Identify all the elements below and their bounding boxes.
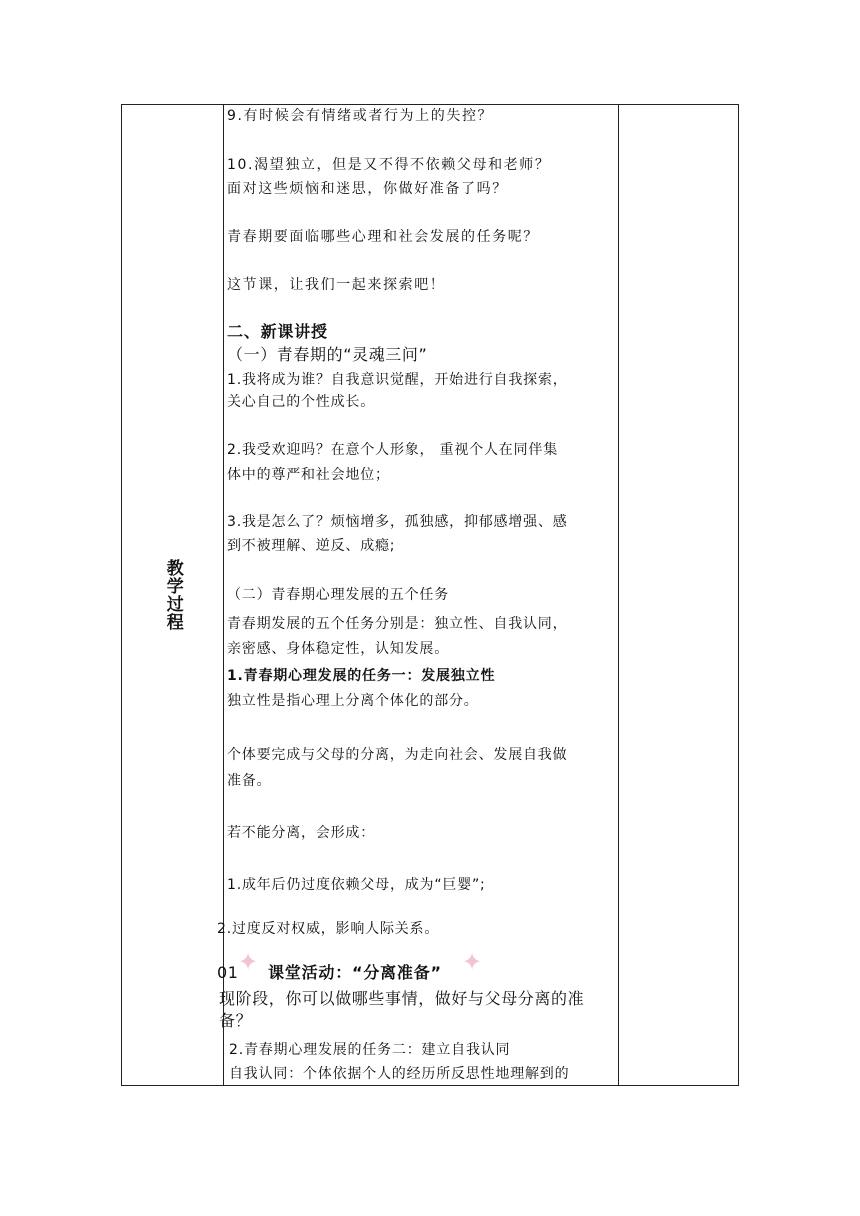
section-heading: 二、新课讲授: [227, 322, 328, 341]
activity-question: 备？: [219, 1011, 253, 1030]
task-heading: 1.青春期心理发展的任务一：发展独立性: [227, 668, 496, 684]
text-line: 3.我是怎么了？烦恼增多，孤独感，抑郁感增强、感: [227, 514, 568, 530]
text-line: 关心自己的个性成长。: [227, 394, 375, 410]
subsection-heading: （二）青春期心理发展的五个任务: [227, 587, 449, 603]
activity-title: 课堂活动：“分离准备”: [268, 963, 442, 982]
activity-number: 01: [217, 963, 239, 982]
text-line: 独立性是指心理上分离个体化的部分。: [227, 693, 479, 709]
text-line: 1.我将成为谁？自我意识觉醒，开始进行自我探索，: [227, 372, 568, 388]
text-line: 若不能分离，会形成：: [227, 825, 375, 841]
text-line: 个体要完成与父母的分离，为走向社会、发展自我做: [227, 747, 568, 763]
text-line: 亲密感、身体稳定性，认知发展。: [227, 641, 449, 657]
task-heading: 2.青春期心理发展的任务二：建立自我认同: [229, 1042, 511, 1058]
text-line: 9.有时候会有情绪或者行为上的失控？: [227, 108, 494, 124]
subsection-heading: （一）青春期的“灵魂三问”: [227, 345, 428, 364]
text-line: 准备。: [227, 773, 272, 789]
activity-question: 现阶段，你可以做哪些事情，做好与父母分离的准: [219, 989, 585, 1008]
text-line: 10.渴望独立，但是又不得不依赖父母和老师？: [227, 157, 551, 173]
text-line: 到不被理解、逆反、成瘾;: [227, 538, 396, 554]
sparkle-icon: ✦: [462, 948, 483, 976]
text-line: 体中的尊严和社会地位；: [227, 467, 390, 483]
text-line: 2.我受欢迎吗？在意个人形象， 重视个人在同伴集: [227, 442, 559, 458]
text-line: 1.成年后仍过度依赖父母，成为“巨婴”;: [227, 877, 486, 893]
column-divider: [618, 105, 619, 1085]
text-line: 青春期发展的五个任务分别是：独立性、自我认同，: [227, 616, 568, 632]
text-line: 2.过度反对权威，影响人际关系。: [217, 921, 440, 937]
sparkle-icon: ✦: [238, 948, 259, 976]
text-line: 青春期要面临哪些心理和社会发展的任务呢？: [227, 229, 539, 245]
label-cell: [122, 105, 223, 1085]
text-line: 这节课，让我们一起来探索吧！: [227, 277, 446, 293]
text-line: 面对这些烦恼和迷思，你做好准备了吗？: [227, 181, 508, 197]
section-label: 教学过程: [162, 559, 183, 631]
text-line: 自我认同：个体依据个人的经历所反思性地理解到的: [229, 1066, 570, 1082]
